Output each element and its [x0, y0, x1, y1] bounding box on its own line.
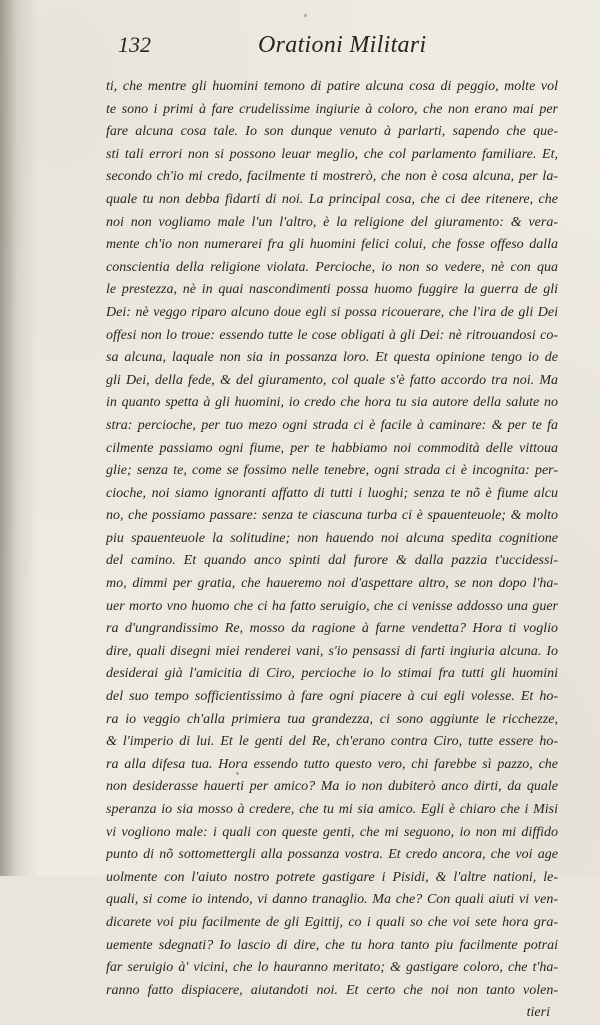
text-line: ra alla difesa tua. Hora essendo tutto questo vero, chi farebbe sì pazzo, che — [106, 756, 558, 772]
running-title: Orationi Militari — [258, 32, 427, 58]
text-line: fare alcuna cosa tale. Io son dunque venuto à parlarti, sapendo che que- — [106, 124, 558, 140]
text-line: vi vogliono male: i quali con queste genti, che mi seguono, io non mi diffido — [106, 824, 558, 840]
paper-speck — [236, 772, 239, 775]
text-line: Dei: nè veggo riparo alcuno doue egli si possa ricouerare, che l'ira de gli Dei — [106, 304, 558, 320]
text-line: ra d'ungrandissimo Re, mosso da ragione à farne vendetta? Hora ti voglio — [106, 621, 558, 637]
text-line: uolmente con l'aiuto nostro potrete gastigare i Pisidi, & l'altre nationi, le- — [106, 869, 558, 885]
text-line: te sono i primi à fare crudelissime ingiurie à coloro, che non erano mai per — [106, 101, 558, 117]
text-line: dicarete voi piu facilmente de gli Egittij, co i quali so che voi sete hora gra- — [106, 914, 558, 930]
text-line: conscientia della religione violata. Percioche, io non so vedere, nè con qua — [106, 259, 558, 275]
text-line: stra: percioche, per tuo mezo ogni strada ci è facile à caminare: & per te fa — [106, 417, 558, 433]
text-line: desiderai già l'amicitia di Ciro, percioche io lo stimai fra tutti gli huomini — [106, 666, 558, 682]
text-line: mente ch'io non numerarei fra gli huomini felici colui, che fosse offeso dalla — [106, 237, 558, 253]
text-line: uer morto vno huomo che ci ha fatto seruigio, che ci venisse addosso una guer — [106, 598, 558, 614]
paper-speck — [304, 14, 307, 17]
text-line: ra io veggio ch'alla primiera tua grandezza, ci sono aggiunte le ricchezze, — [106, 711, 558, 727]
text-line: punto di nõ sottomettergli alla possanza vostra. Et credo ancora, che voi age — [106, 847, 558, 863]
text-line: & l'imperio di lui. Et le genti del Re, ch'erano contra Ciro, tutte essere ho- — [106, 734, 558, 750]
text-line: no, che possiamo passare: senza te ciascuna turba ci è spauenteuole; & molto — [106, 508, 558, 524]
text-line: cioche, noi siamo ignoranti affatto di tutti i luoghi; senza te nõ è fiume alcu — [106, 485, 558, 501]
text-line: piu spauenteuole la solitudine; non hauendo noi alcuna spedita cognitione — [106, 530, 558, 546]
text-line: quale tu non debba fidarti di noi. La principal cosa, che ci dee ritenere, che — [106, 191, 558, 207]
text-line: mo, dimmi per gratia, che haueremo noi d'aspettare altro, se non dopo l'ha- — [106, 576, 558, 592]
text-line: gli Dei, della fede, & del giuramento, col quale s'è fatto accordo tra noi. Ma — [106, 372, 558, 388]
text-line: far seruigio à' vicini, che lo hauranno meritato; & gastigare coloro, che t'ha- — [106, 960, 558, 976]
text-line: in quanto spetta à gli huomini, io credo che hora tu sia autore della salute no — [106, 395, 558, 411]
text-line: ti, che mentre gli huomini temono di patire alcuna cosa di peggio, molte vol — [106, 79, 558, 94]
text-line: del camino. Et quando anco spinti dal furore & dalla pazzia t'uccidessi- — [106, 553, 558, 569]
page-number: 132 — [118, 32, 151, 57]
gutter-shadow — [0, 0, 38, 876]
text-line: offesi non lo troue: essendo tutte le cose obligati à gli Dei: nè ritrouandosi co- — [106, 327, 558, 343]
text-line: del suo tempo sofficientissimo à fare ogni piacere à cui egli volesse. Et ho- — [106, 689, 558, 705]
text-line: noi non vogliamo male l'un l'altro, è la religione del giuramento: & vera- — [106, 214, 558, 230]
text-line: sa alcuna, laquale non sia in possanza loro. Et questa opinione tengo io de — [106, 350, 558, 366]
text-line: sti tali errori non si possono leuar meglio, che col parlamento familiare. Et, — [106, 146, 558, 162]
text-line: ranno fatto dispiacere, aiutandoti noi. Et certo che noi non tanto volen- — [106, 982, 558, 998]
text-line: secondo ch'io mi credo, facilmente ti mostrerò, che non è cosa alcuna, per la- — [106, 169, 558, 185]
text-line: quali, si come io intendo, vi danno tranaglio. Ma che? Con quali aiuti vi ven- — [106, 892, 558, 908]
page-header — [118, 30, 538, 66]
text-line: le prestezza, nè in quai nascondimenti possa huomo fuggire la guerra de gli — [106, 282, 558, 298]
text-line: dire, quali disegni miei renderei vani, s'io pensassi di farti ingiuria alcuna. Io — [106, 643, 558, 659]
text-line: uemente sdegnati? Io lascio di dire, che tu hora tanto piu facilmente potrai — [106, 937, 558, 953]
text-line: non desiderasse hauerti per amico? Ma io non dubiterò anco dirti, da quale — [106, 779, 558, 795]
text-line: tieri — [526, 1005, 550, 1021]
text-line: cilmente passiamo ogni fiume, per te habbiamo noi commodità delle vittoua — [106, 440, 558, 456]
body-text — [106, 76, 558, 1025]
text-line: speranza io sia mosso à credere, che tu mi sia amico. Egli è chiaro che i Misi — [106, 802, 558, 817]
text-line: glie; senza te, come se fossimo nelle tenebre, ogni strada ci è incognita: per- — [106, 463, 558, 479]
